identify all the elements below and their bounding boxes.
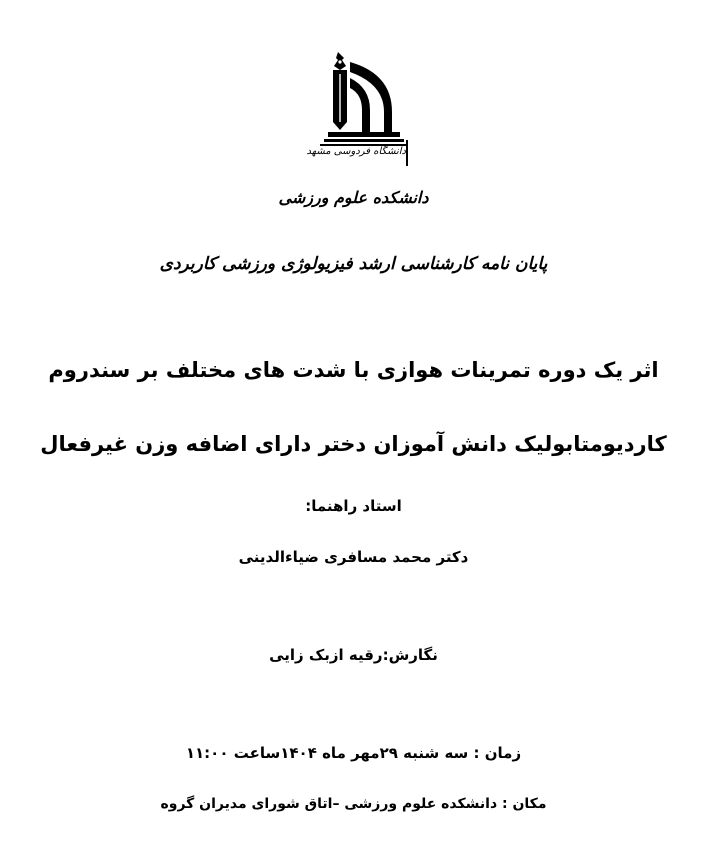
faculty-name: دانشکده علوم ورزشی [278, 188, 429, 207]
thesis-type: پایان نامه کارشناسی ارشد فیزیولوژی ورزشی کاربردی [159, 254, 548, 274]
thesis-title-line-1: اثر یک دوره تمرینات هوازی با شدت های مختلف بر سندروم [48, 358, 659, 382]
university-name: دانشگاه فردوسی مشهد [306, 146, 406, 157]
defense-location: مکان : دانشکده علوم ورزشی –اتاق شورای مدیران گروه [160, 796, 547, 812]
author-name: نگارش:رقیه ازبک زایی [269, 646, 438, 664]
supervisor-label: استاد راهنما: [305, 497, 402, 515]
defense-time: زمان : سه شنبه ۲۹مهر ماه ۱۴۰۴ساعت ۱۱:۰۰ [185, 744, 522, 762]
supervisor-name: دکتر محمد مسافری ضیاءالدینی [238, 548, 469, 566]
thesis-title-line-2: کاردیومتابولیک دانش آموزان دختر دارای اضافه وزن غیرفعال [40, 432, 667, 456]
